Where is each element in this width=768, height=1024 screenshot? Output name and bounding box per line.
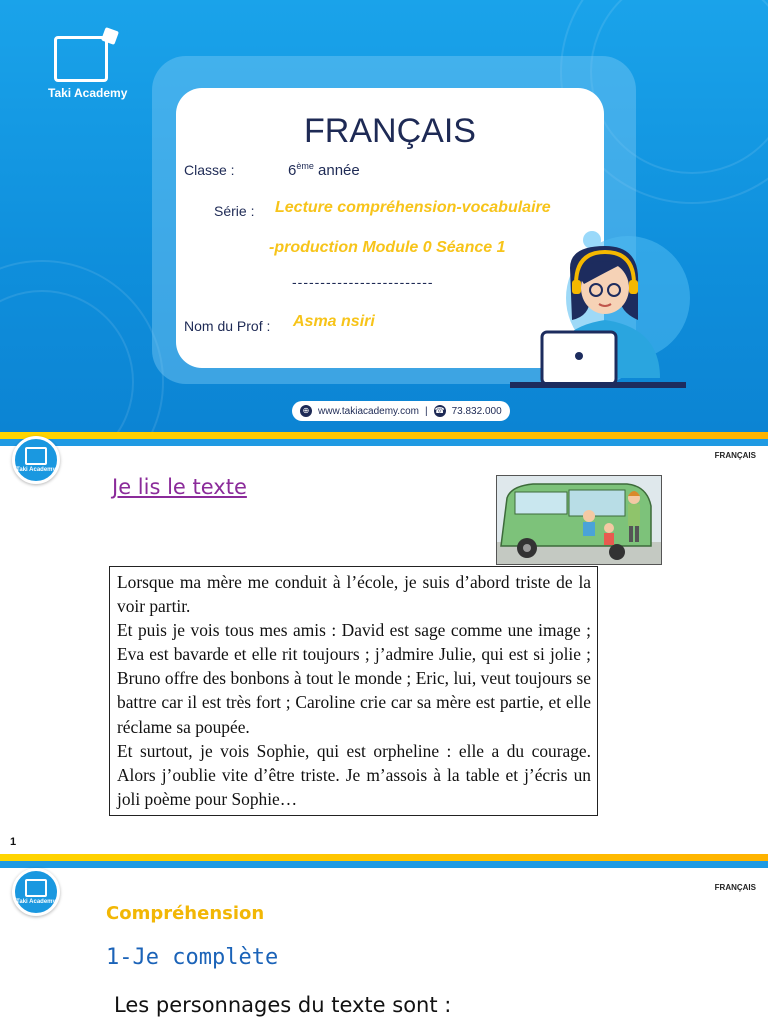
paragraph: Et puis je vois tous mes amis : David est sage comme une image ; Eva est bavarde et elle rit toujours ; j’admire Julie, qui est si jolie ; Bruno offre des bonbons à tout le monde ; Eric, lui, veut toujours se battre car il est très fort ; Caroline crie car sa mère est partie, et elle réclame sa poupée. [117,620,591,737]
contact-pill [292,401,510,421]
serie-line-2: -production Module 0 Séance 1 [269,239,506,256]
pill-divider: | [424,405,428,417]
headset-girl-illustration [510,228,690,398]
phone-icon: ☎ [434,406,445,415]
question-line: Les personnages du texte sont : [114,993,452,1017]
phone-text: 73.832.000 [451,405,502,417]
classe-label: Classe : [184,162,235,178]
website-text[interactable]: www.takiacademy.com [318,405,419,417]
serie-line-1: Lecture compréhension-vocabulaire [275,199,551,216]
prof-name: Asma nsiri [293,313,375,330]
paragraph: Lorsque ma mère me conduit à l’école, je suis d’abord triste de la voir partir. [117,572,591,617]
separator-line: ------------------------- [292,274,434,290]
taki-badge-logo [12,868,60,916]
paragraph: Et surtout, je vois Sophie, qui est orpheline : elle a du courage. Alors j’oublie vite d’être triste. Je m’assois à la table et j’écris un joli poème pour Sophie… [117,740,591,809]
serie-label: Série : [214,203,255,219]
subject-tag: FRANÇAIS [714,451,756,460]
taki-badge-logo [12,436,60,484]
page-header-stripe [0,432,768,446]
subject-tag: FRANÇAIS [714,883,756,892]
cover-slide [0,0,768,432]
logo-text: Taki Academy [48,86,128,100]
logo-mark-icon [25,447,47,465]
classe-value: 6ème année [288,161,360,179]
question-title: 1-Je complète [106,945,279,970]
badge-text: Taki Academy [16,899,56,905]
page-header-stripe [0,854,768,868]
section-title: Compréhension [106,903,265,924]
globe-icon: ⊕ [300,405,312,417]
logo-mark-icon [54,36,108,82]
subject-title: FRANÇAIS [304,112,476,150]
taki-academy-logo [48,32,128,104]
reading-text-box [109,566,598,816]
logo-mark-icon [25,879,47,897]
page-number: 1 [10,836,17,848]
school-car-illustration [496,475,662,565]
badge-text: Taki Academy [16,467,56,473]
reading-heading: Je lis le texte [112,475,247,499]
prof-label: Nom du Prof : [184,318,271,334]
